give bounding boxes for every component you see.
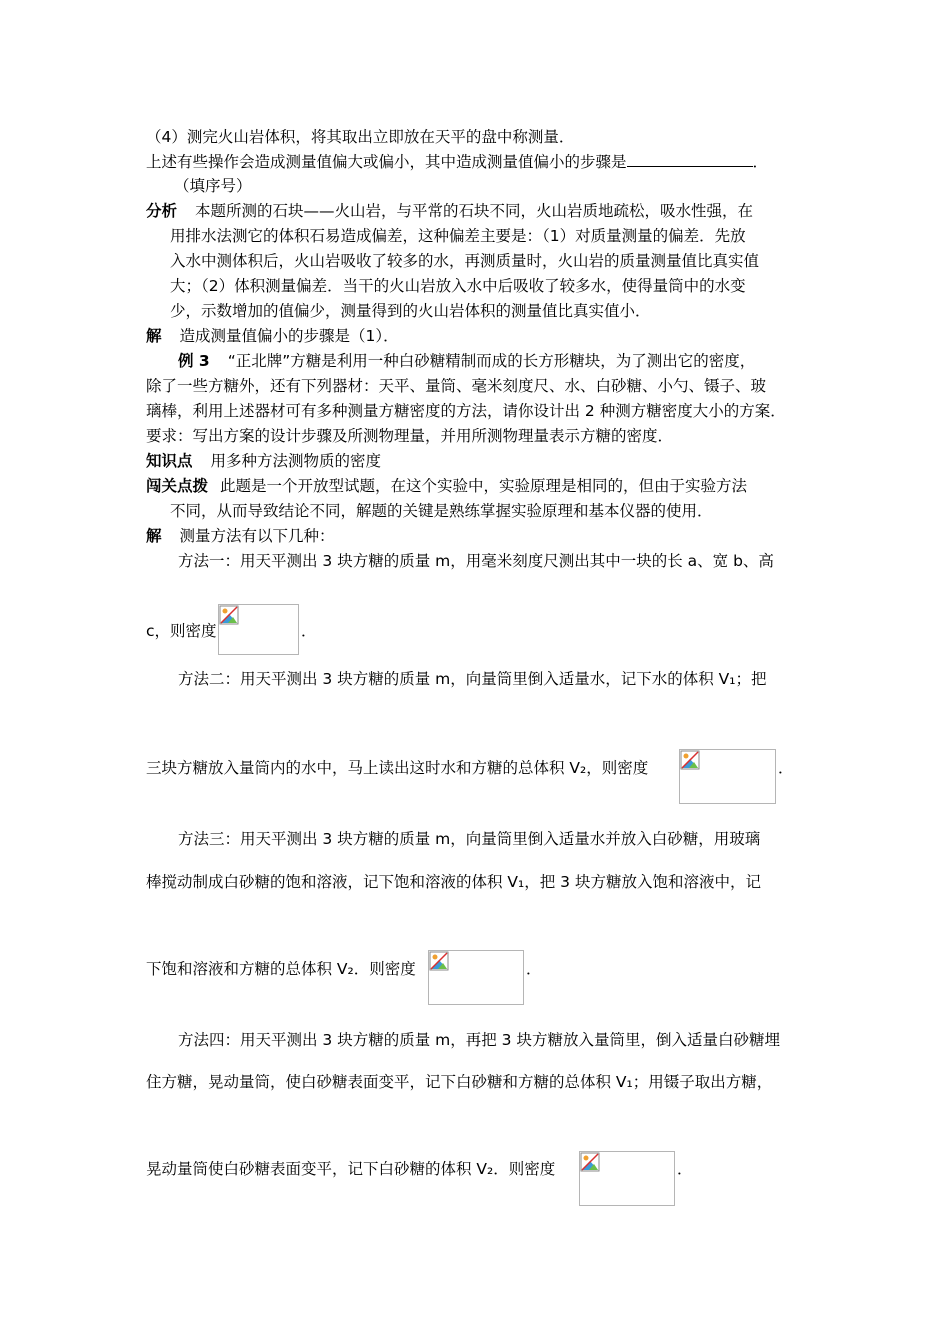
line-text: 方法二：用天平测出 3 块方糖的质量 m，向量筒里倒入适量水，记下水的体积 V₁；把 — [178, 670, 767, 688]
text-line — [170, 301, 651, 321]
text-line — [170, 276, 746, 296]
line-text: 方法四：用天平测出 3 块方糖的质量 m，再把 3 块方糖放入量筒里，倒入适量白砂糖埋 — [178, 1031, 780, 1049]
line-text: 少，示数增加的值偏少，测量得到的火山岩体积的测量值比真实值小． — [170, 302, 651, 320]
line-text: 不同，从而导致结论不同，解题的关键是熟练掌握实验原理和基本仪器的使用． — [170, 502, 713, 520]
text-line — [146, 426, 673, 446]
formula-image — [218, 604, 299, 655]
line-text: ． — [301, 622, 317, 640]
line-text: 用多种方法测物质的密度 — [210, 452, 382, 470]
line-text: 大；（2）体积测量偏差．当干的火山岩放入水中后吸收了较多水，使得量筒中的水变 — [170, 277, 746, 295]
line-text: c，则密度 — [146, 622, 217, 640]
line-text: ． — [778, 759, 794, 777]
text-line — [146, 401, 786, 421]
broken-image-icon — [219, 605, 239, 625]
method-three-line — [146, 872, 761, 892]
line-text: 棒搅动制成白砂糖的饱和溶液，记下饱和溶液的体积 V₁，把 3 块方糖放入饱和溶液中，记 — [146, 873, 761, 891]
line-text: ． — [752, 153, 769, 171]
formula-image — [679, 749, 776, 804]
answer-blank — [627, 152, 753, 167]
text-line — [677, 1159, 693, 1179]
knowledge-label: 知识点 — [146, 452, 193, 470]
line-text: 此题是一个开放型试题，在这个实验中，实验原理是相同的，但由于实验方法 — [220, 477, 748, 495]
line-text: 用排水法测它的体积石易造成偏差，这种偏差主要是：（1）对质量测量的偏差．先放 — [170, 227, 746, 245]
line-text: （填序号） — [174, 177, 252, 195]
method-four-line — [146, 1072, 772, 1092]
formula-image — [579, 1151, 675, 1206]
example-line — [178, 351, 755, 371]
formula-image — [428, 950, 524, 1005]
analysis-line — [146, 201, 753, 221]
line-text: 测量方法有以下几种： — [179, 527, 335, 545]
analysis-label: 分析 — [146, 202, 178, 220]
line-text: 本题所测的石块——火山岩，与平常的石块不同，火山岩质地疏松，吸水性强，在 — [195, 202, 754, 220]
method-three-line — [178, 829, 760, 849]
line-text: 三块方糖放入量筒内的水中，马上读出这时水和方糖的总体积 V₂，则密度 — [146, 759, 649, 777]
broken-image-icon — [680, 750, 700, 770]
hint-label: 闯关点拨 — [146, 477, 209, 495]
text-line — [146, 127, 574, 147]
example-label: 例 3 — [178, 352, 210, 370]
text-line — [146, 376, 766, 396]
method-one-line — [178, 551, 774, 571]
method-four-line — [178, 1030, 780, 1050]
solution-line — [146, 526, 335, 546]
text-line — [170, 226, 746, 246]
line-text: （4）测完火山岩体积，将其取出立即放在天平的盘中称测量． — [146, 128, 575, 146]
question-line — [146, 152, 768, 172]
solution-label: 解 — [146, 527, 162, 545]
method-two-line — [146, 758, 648, 778]
line-text: 上述有些操作会造成测量值偏大或偏小，其中造成测量值偏小的步骤是 — [146, 153, 627, 171]
line-text: 造成测量值偏小的步骤是（1）． — [179, 327, 399, 345]
text-line — [174, 176, 252, 196]
line-text: ． — [526, 960, 542, 978]
line-text: 晃动量筒使白砂糖表面变平，记下白砂糖的体积 V₂．则密度 — [146, 1160, 556, 1178]
line-text: 方法一：用天平测出 3 块方糖的质量 m，用毫米刻度尺测出其中一块的长 a、宽 b、高 — [178, 552, 774, 570]
solution-label: 解 — [146, 327, 162, 345]
line-text: “正北牌”方糖是利用一种白砂糖精制而成的长方形糖块，为了测出它的密度， — [227, 352, 756, 370]
solution-line — [146, 326, 399, 346]
line-text: ． — [677, 1160, 693, 1178]
text-line — [526, 959, 542, 979]
knowledge-line — [146, 451, 381, 471]
broken-image-icon — [429, 951, 449, 971]
line-text: 要求：写出方案的设计步骤及所测物理量，并用所测物理量表示方糖的密度． — [146, 427, 674, 445]
broken-image-icon — [580, 1152, 600, 1172]
method-two-line — [178, 669, 767, 689]
line-text: 除了一些方糖外，还有下列器材：天平、量筒、毫米刻度尺、水、白砂糖、小勺、镊子、玻 — [146, 377, 767, 395]
text-line — [170, 251, 759, 271]
line-text: 入水中测体积后，火山岩吸收了较多的水，再测质量时，火山岩的质量测量值比真实值 — [170, 252, 760, 270]
line-text: 下饱和溶液和方糖的总体积 V₂．则密度 — [146, 960, 416, 978]
line-text: 方法三：用天平测出 3 块方糖的质量 m，向量筒里倒入适量水并放入白砂糖，用玻璃 — [178, 830, 761, 848]
line-text: 住方糖，晃动量筒，使白砂糖表面变平，记下白砂糖和方糖的总体积 V₁；用镊子取出方糖， — [146, 1073, 773, 1091]
text-line — [301, 621, 317, 641]
line-text: 璃棒，利用上述器材可有多种测量方糖密度的方法，请你设计出 2 种测方糖密度大小的方案． — [146, 402, 786, 420]
method-three-line — [146, 959, 416, 979]
text-line — [778, 758, 794, 778]
hint-line — [146, 476, 747, 496]
method-four-line — [146, 1159, 555, 1179]
method-one-line — [146, 621, 217, 641]
text-line — [170, 501, 713, 521]
